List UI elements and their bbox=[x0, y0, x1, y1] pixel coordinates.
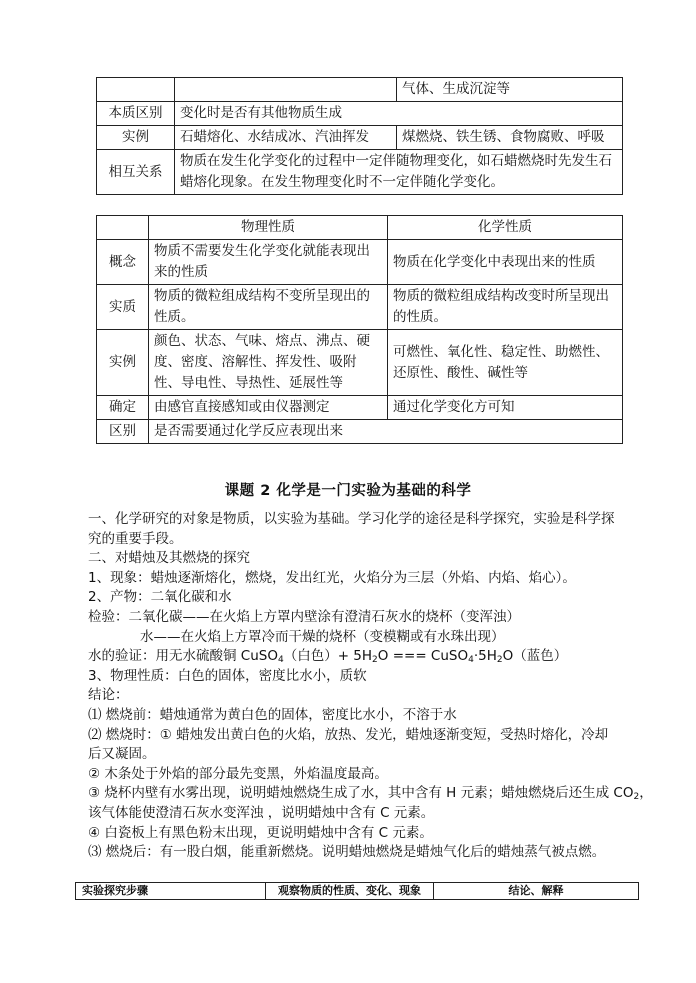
paragraph-line: 3、物理性质：白色的固体，密度比水小，质软 bbox=[88, 667, 367, 684]
table-row bbox=[97, 78, 623, 102]
table-cell bbox=[97, 216, 149, 240]
experiment-table bbox=[75, 882, 639, 900]
table-row bbox=[97, 240, 623, 285]
table-cell bbox=[175, 78, 397, 102]
table-cell: 可燃性、氧化性、稳定性、助燃性、还原性、酸性、碱性等 bbox=[388, 330, 623, 396]
property-comparison-table bbox=[96, 215, 623, 444]
paragraph-line: ⑴ 燃烧前：蜡烛通常为黄白色的固体，密度比水小，不溶于水 bbox=[88, 706, 457, 723]
table-row bbox=[97, 150, 623, 195]
row-label: 相互关系 bbox=[97, 150, 175, 195]
column-header: 结论、解释 bbox=[434, 883, 639, 900]
formula-line: ③ 烧杯内壁有水雾出现，说明蜡烛燃烧生成了水，其中含有 H 元素；蜡烛燃烧后还生成 $CO_2$， bbox=[88, 785, 653, 803]
table-cell: 由感官直接感知或由仪器测定 bbox=[149, 396, 388, 420]
table-cell: 物质在发生化学变化的过程中一定伴随物理变化，如石蜡燃烧时先发生石蜡熔化现象。在发生物理变化时不一定伴随化学变化。 bbox=[175, 150, 623, 195]
row-label: 概念 bbox=[97, 240, 149, 285]
table-cell: 物质在化学变化中表现出来的性质 bbox=[388, 240, 623, 285]
table-row bbox=[97, 330, 623, 396]
table-cell: 是否需要通过化学反应表现出来 bbox=[149, 420, 623, 444]
table-row bbox=[97, 102, 623, 126]
row-label: 实例 bbox=[97, 126, 175, 150]
formula-line: 水的验证：用无水硫酸铜 CuSO$_4$（白色）+ $5H_2O$ === $CuSO_4\cdot 5H_2O$（蓝色） bbox=[88, 648, 568, 666]
body-text bbox=[88, 510, 653, 863]
row-label: 确定 bbox=[97, 396, 149, 420]
paragraph-line: 2、产物：二氧化碳和水 bbox=[88, 589, 232, 606]
paragraph-line: 后又凝固。 bbox=[88, 746, 156, 763]
paragraph-line: ④ 白瓷板上有黑色粉末出现，更说明蜡烛中含有 C 元素。 bbox=[88, 824, 433, 841]
table-cell: 变化时是否有其他物质生成 bbox=[175, 102, 623, 126]
table-header-row bbox=[76, 883, 639, 900]
table-row bbox=[97, 285, 623, 330]
paragraph-line: 一、化学研究的对象是物质，以实验为基础。学习化学的途径是科学探究，实验是科学探 bbox=[88, 511, 615, 527]
table-row bbox=[97, 420, 623, 444]
paragraph-line: 究的重要手段。 bbox=[88, 530, 183, 547]
column-header: 化学性质 bbox=[388, 216, 623, 240]
table-row bbox=[97, 126, 623, 150]
table-cell: 气体、生成沉淀等 bbox=[397, 78, 623, 102]
paragraph-line: 二、对蜡烛及其燃烧的探究 bbox=[88, 550, 250, 567]
paragraph-line: ② 木条处于外焰的部分最先变黑，外焰温度最高。 bbox=[88, 765, 388, 782]
paragraph-line: 1、现象：蜡烛逐渐熔化，燃烧，发出红光，火焰分为三层（外焰、内焰、焰心）。 bbox=[88, 569, 576, 586]
table-cell: 通过化学变化方可知 bbox=[388, 396, 623, 420]
row-label: 本质区别 bbox=[97, 102, 175, 126]
row-label: 实质 bbox=[97, 285, 149, 330]
column-header: 观察物质的性质、变化、现象 bbox=[266, 883, 434, 900]
paragraph-line: ⑶ 燃烧后：有一股白烟，能重新燃烧。说明蜡烛燃烧是蜡烛气化后的蜡烛蒸气被点燃。 bbox=[88, 844, 606, 861]
table-cell: 物质的微粒组成结构不变所呈现出的性质。 bbox=[149, 285, 388, 330]
paragraph-line: 该气体能使澄清石灰水变浑浊 ，说明蜡烛中含有 C 元素。 bbox=[88, 804, 435, 821]
table-cell: 物质不需要发生化学变化就能表现出来的性质 bbox=[149, 240, 388, 285]
table-cell: 物质的微粒组成结构改变时所呈现出的性质。 bbox=[388, 285, 623, 330]
paragraph-line: 水——在火焰上方罩冷而干燥的烧杯（变模糊或有水珠出现） bbox=[140, 628, 505, 645]
row-label: 实例 bbox=[97, 330, 149, 396]
paragraph-line: ⑵ 燃烧时：① 蜡烛发出黄白色的火焰，放热、发光，蜡烛逐渐变短，受热时熔化，冷却 bbox=[88, 726, 609, 743]
paragraph-line: 检验：二氧化碳——在火焰上方罩内壁涂有澄清石灰水的烧杯（变浑浊） bbox=[88, 608, 520, 625]
table-cell: 石蜡熔化、水结成冰、汽油挥发 bbox=[175, 126, 397, 150]
section-title: 课题 2 化学是一门实验为基础的科学 bbox=[224, 483, 472, 499]
column-header: 物理性质 bbox=[149, 216, 388, 240]
change-comparison-table bbox=[96, 77, 623, 195]
column-header: 实验探究步骤 bbox=[76, 883, 266, 900]
row-label: 区别 bbox=[97, 420, 149, 444]
table-row bbox=[97, 396, 623, 420]
table-cell: 颜色、状态、气味、熔点、沸点、硬度、密度、溶解性、挥发性、吸附性、导电性、导热性、延展性等 bbox=[149, 330, 388, 396]
table-cell: 煤燃烧、铁生锈、食物腐败、呼吸 bbox=[397, 126, 623, 150]
table-cell bbox=[97, 78, 175, 102]
paragraph-line: 结论： bbox=[88, 687, 129, 704]
table-header-row bbox=[97, 216, 623, 240]
